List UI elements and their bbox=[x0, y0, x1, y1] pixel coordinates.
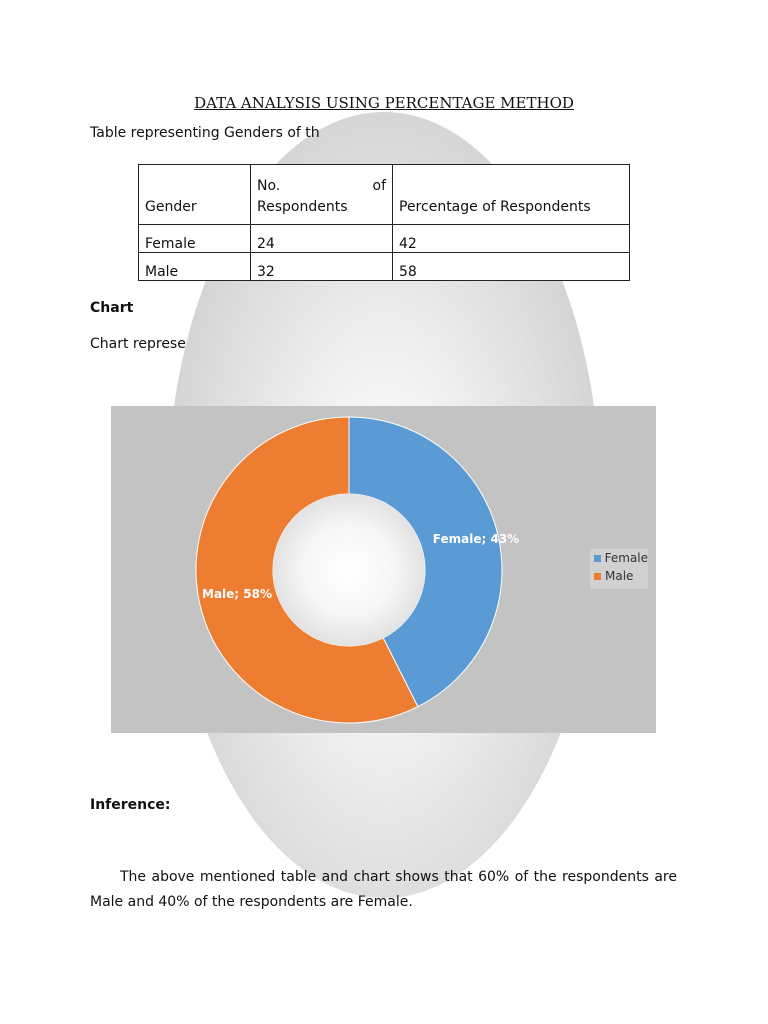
chart-heading: Chart bbox=[90, 300, 134, 316]
data-label-female: Female; 43% bbox=[432, 532, 520, 546]
inference-paragraph: The above mentioned table and chart shows that 60% of the respondents are Male and 40% of the respondents are Female. bbox=[90, 869, 677, 910]
header-gender: Gender bbox=[139, 165, 251, 225]
table-header-row bbox=[139, 165, 630, 225]
header-respondents: Respondents bbox=[257, 199, 348, 215]
legend-item-male bbox=[590, 567, 648, 585]
cell-percent: 42 bbox=[393, 225, 630, 253]
cell-gender: Female bbox=[139, 225, 251, 253]
header-of: of bbox=[372, 178, 386, 194]
donut-chart bbox=[111, 406, 656, 733]
donut-chart-svg bbox=[111, 406, 656, 733]
chart-legend bbox=[590, 549, 648, 589]
header-respondents-count bbox=[251, 165, 393, 225]
cell-count: 32 bbox=[251, 253, 393, 281]
legend-item-female bbox=[590, 549, 648, 567]
gender-table bbox=[138, 164, 630, 281]
donut-hole bbox=[273, 494, 425, 646]
table-row bbox=[139, 225, 630, 253]
inference-heading: Inference: bbox=[90, 797, 171, 813]
cell-count: 24 bbox=[251, 225, 393, 253]
cell-percent: 58 bbox=[393, 253, 630, 281]
legend-swatch-female bbox=[594, 555, 601, 562]
cell-gender: Male bbox=[139, 253, 251, 281]
chart-caption: Chart represe bbox=[90, 336, 186, 352]
table-caption: Table representing Genders of th bbox=[90, 125, 320, 141]
legend-swatch-male bbox=[594, 573, 601, 580]
header-percentage: Percentage of Respondents bbox=[393, 165, 630, 225]
page-title: DATA ANALYSIS USING PERCENTAGE METHOD bbox=[194, 94, 574, 112]
data-label-male: Male; 58% bbox=[202, 587, 272, 601]
header-no: No. bbox=[257, 178, 281, 194]
legend-label-female: Female bbox=[604, 551, 648, 565]
table-row bbox=[139, 253, 630, 281]
legend-label-male: Male bbox=[605, 569, 634, 583]
